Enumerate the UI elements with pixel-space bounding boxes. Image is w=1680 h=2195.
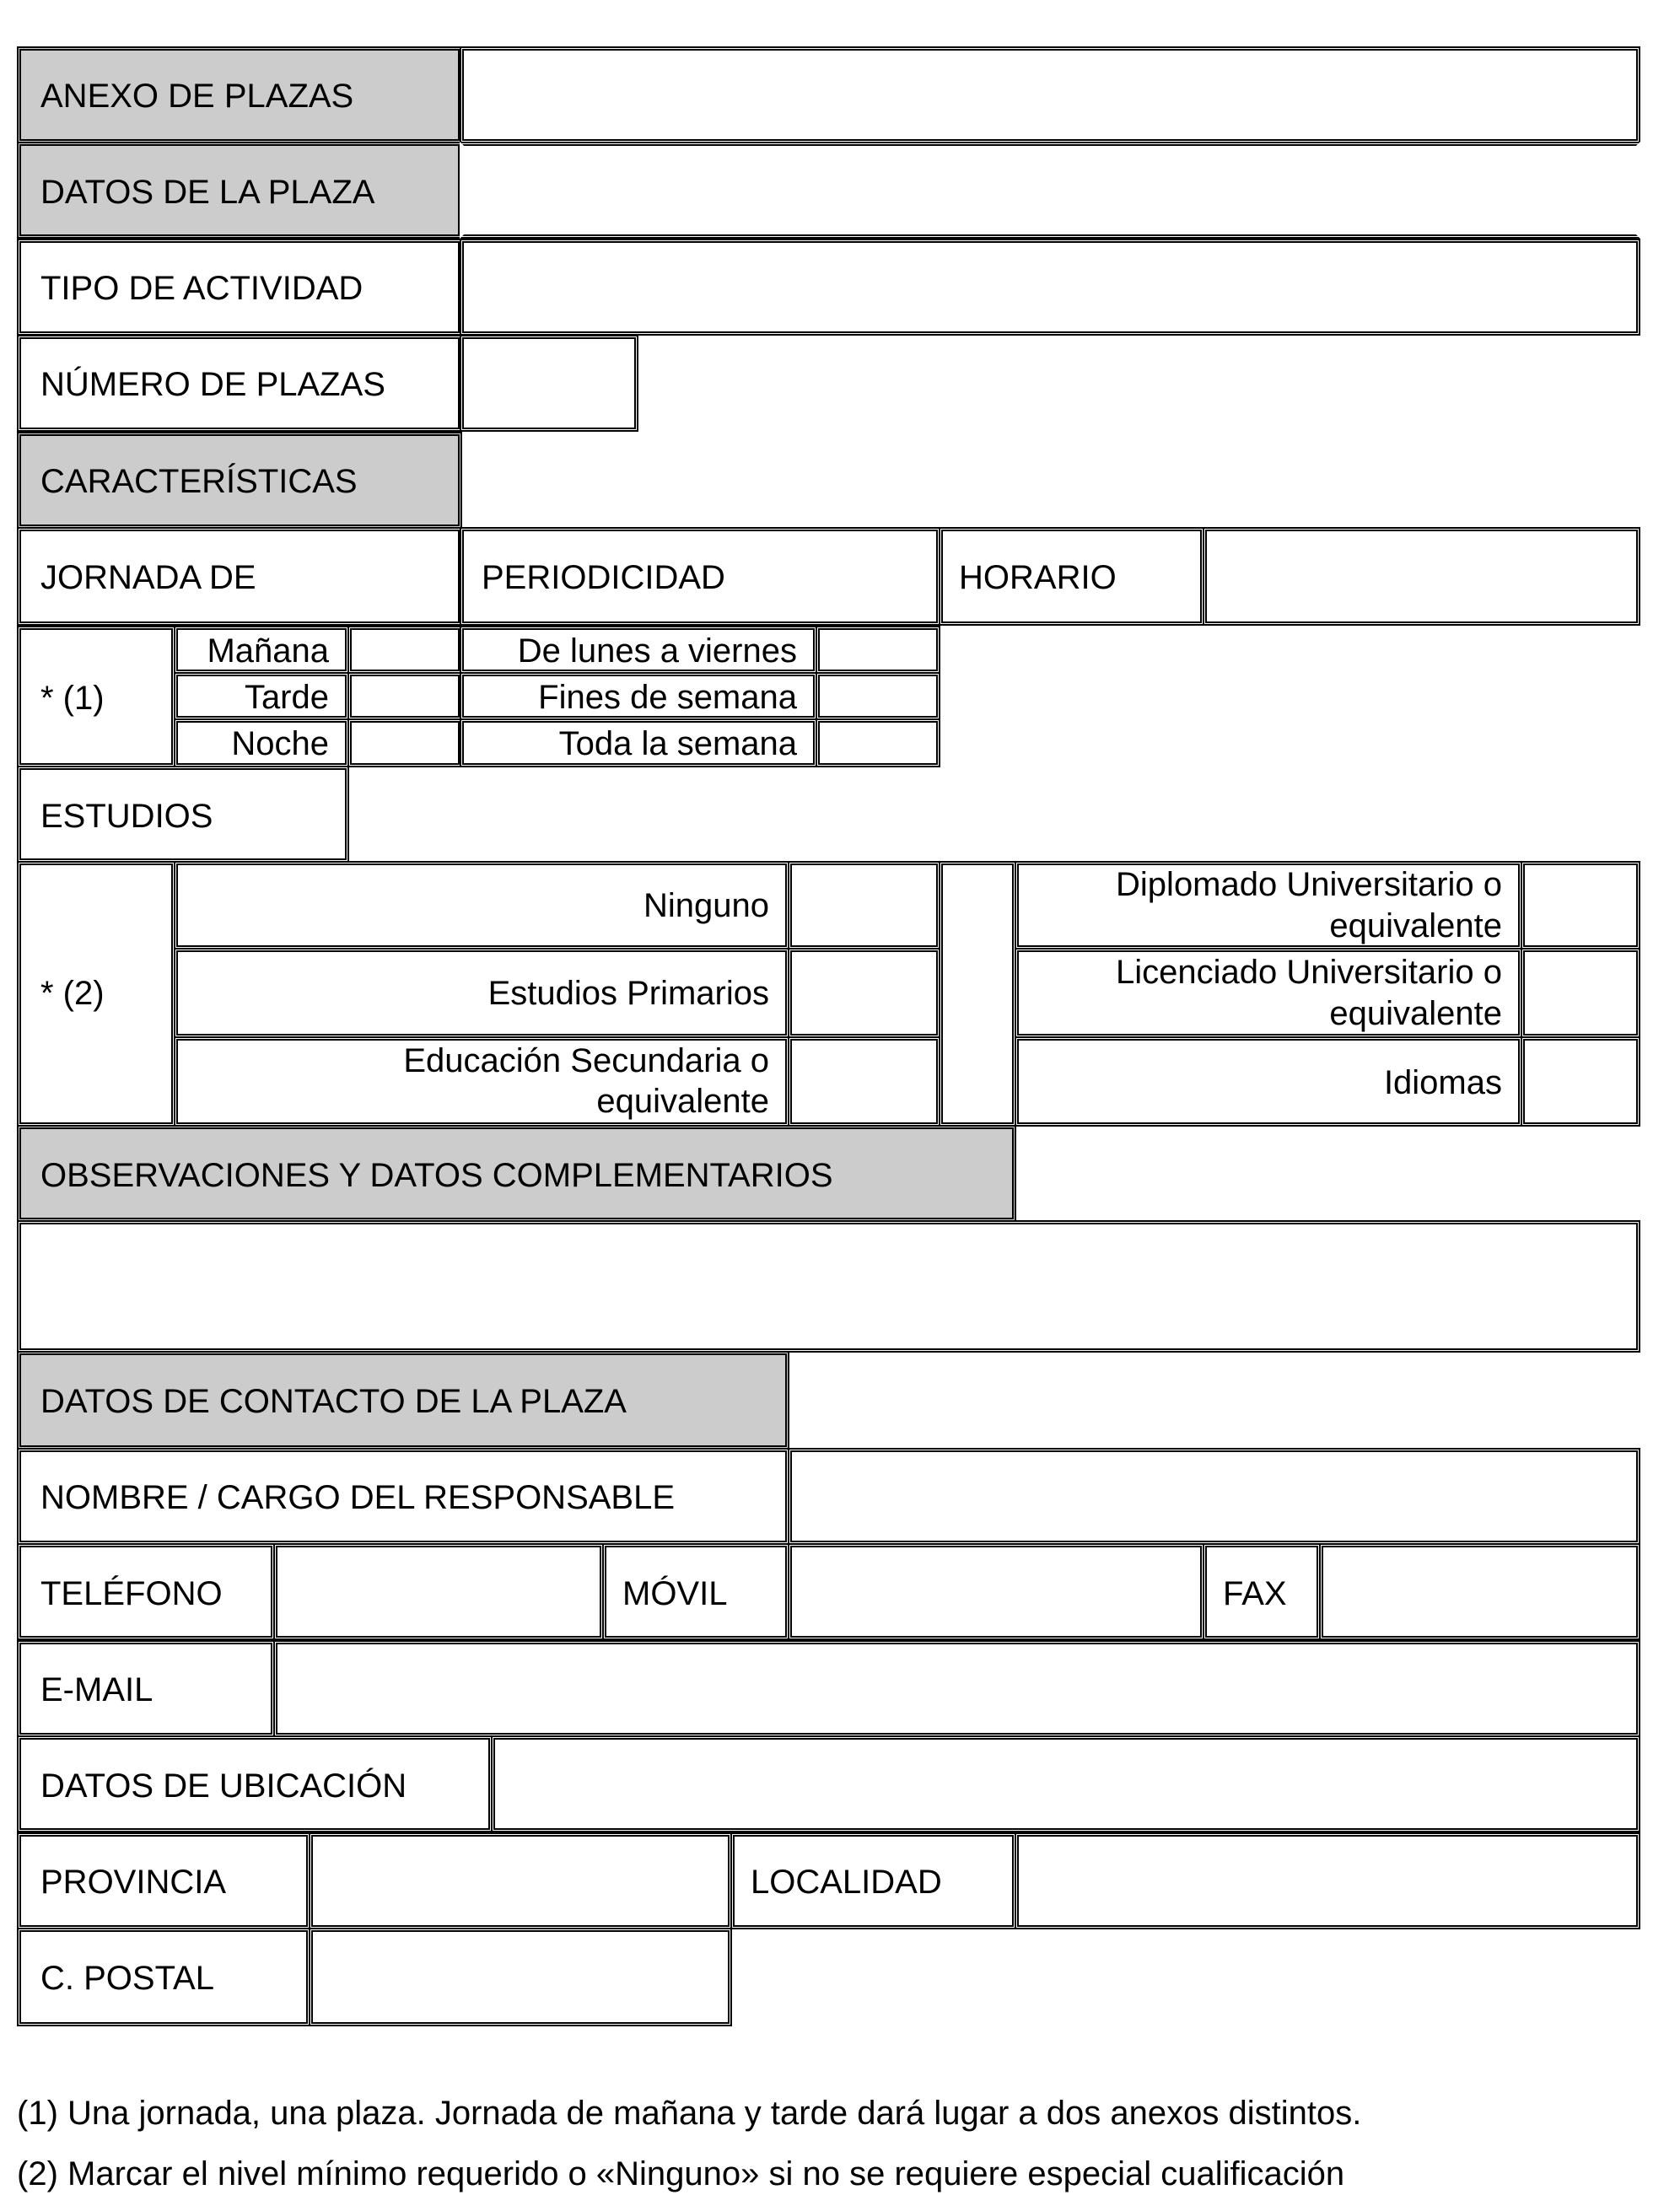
edu-spacer-cell	[939, 861, 1016, 1127]
email-field[interactable]	[273, 1640, 1640, 1737]
period-weekends-checkbox[interactable]	[816, 672, 940, 720]
shift-morning-checkbox[interactable]	[347, 626, 462, 674]
shift-afternoon-checkbox[interactable]	[347, 672, 462, 720]
observations-label: OBSERVACIONES Y DATOS COMPLEMENTARIOS	[40, 1157, 833, 1194]
edu-diploma-label-line1: Diplomado Universitario o	[1116, 866, 1502, 903]
edu-languages-label: Idiomas	[1383, 1064, 1502, 1101]
position-data-label: DATOS DE LA PLAZA	[40, 174, 375, 211]
activity-type-label: TIPO DE ACTIVIDAD	[40, 270, 363, 307]
period-weekends-label: Fines de semana	[538, 679, 797, 716]
email-label: E-MAIL	[40, 1671, 153, 1708]
period-all-week-label: Toda la semana	[558, 725, 797, 762]
manager-label: NOMBRE / CARGO DEL RESPONSABLE	[40, 1479, 676, 1516]
mobile-field[interactable]	[788, 1543, 1204, 1640]
edu-secondary-label-line2: equivalente	[596, 1083, 769, 1120]
fax-field[interactable]	[1319, 1543, 1640, 1640]
shift-night-label: Noche	[231, 725, 329, 762]
footnote-2: (2) Marcar el nivel mínimo requerido o «Ninguno» si no se requiere especial cualificación	[17, 2155, 1345, 2192]
period-all-week-checkbox[interactable]	[816, 718, 940, 767]
edu-none-checkbox[interactable]	[788, 861, 940, 950]
phone-field[interactable]	[273, 1543, 604, 1640]
location-data-field[interactable]	[491, 1735, 1640, 1832]
phone-label: TELÉFONO	[40, 1575, 223, 1612]
note1-label: * (1)	[40, 680, 105, 717]
position-data-field[interactable]	[460, 142, 1640, 239]
workday-label: JORNADA DE	[40, 559, 256, 596]
note2-label: * (2)	[40, 975, 105, 1012]
shift-night-checkbox[interactable]	[347, 718, 462, 767]
location-data-label: DATOS DE UBICACIÓN	[40, 1767, 407, 1805]
edu-degree-label-line1: Licenciado Universitario o	[1115, 954, 1502, 991]
annex-title: ANEXO DE PLAZAS	[40, 78, 354, 115]
edu-secondary-checkbox[interactable]	[788, 1036, 940, 1127]
province-field[interactable]	[309, 1832, 732, 1929]
characteristics-label: CARACTERÍSTICAS	[40, 463, 358, 500]
contact-data-label: DATOS DE CONTACTO DE LA PLAZA	[40, 1383, 627, 1420]
postal-code-label: C. POSTAL	[40, 1960, 214, 1997]
manager-field[interactable]	[788, 1448, 1640, 1545]
mobile-label: MÓVIL	[622, 1575, 728, 1612]
schedule-field[interactable]	[1203, 527, 1640, 626]
period-weekdays-label: De lunes a viernes	[517, 632, 797, 670]
postal-code-field[interactable]	[309, 1928, 732, 2026]
footnote-1: (1) Una jornada, una plaza. Jornada de mañana y tarde dará lugar a dos anexos distintos.	[17, 2095, 1362, 2132]
shift-afternoon-label: Tarde	[244, 679, 329, 716]
edu-languages-checkbox[interactable]	[1521, 1036, 1640, 1127]
edu-diploma-checkbox[interactable]	[1521, 861, 1640, 950]
studies-label: ESTUDIOS	[40, 798, 213, 835]
province-label: PROVINCIA	[40, 1864, 227, 1901]
edu-none-label: Ninguno	[643, 887, 769, 924]
edu-diploma-label-line2: equivalente	[1329, 907, 1502, 944]
fax-label: FAX	[1223, 1575, 1287, 1612]
edu-degree-checkbox[interactable]	[1521, 948, 1640, 1038]
shift-morning-label: Mañana	[207, 632, 329, 670]
positions-number-field[interactable]	[460, 335, 638, 432]
edu-primary-checkbox[interactable]	[788, 948, 940, 1038]
schedule-label: HORARIO	[959, 559, 1117, 596]
edu-degree-label-line2: equivalente	[1329, 995, 1502, 1032]
locality-field[interactable]	[1015, 1832, 1640, 1929]
annex-value-field[interactable]	[460, 46, 1640, 143]
period-weekdays-checkbox[interactable]	[816, 626, 940, 674]
edu-secondary-label-line1: Educación Secundaria o	[403, 1042, 769, 1079]
observations-field[interactable]	[17, 1220, 1640, 1353]
locality-label: LOCALIDAD	[751, 1864, 942, 1901]
activity-type-field[interactable]	[460, 239, 1640, 336]
periodicity-label: PERIODICIDAD	[482, 559, 725, 596]
edu-primary-label: Estudios Primarios	[487, 975, 769, 1012]
positions-number-label: NÚMERO DE PLAZAS	[40, 366, 385, 403]
